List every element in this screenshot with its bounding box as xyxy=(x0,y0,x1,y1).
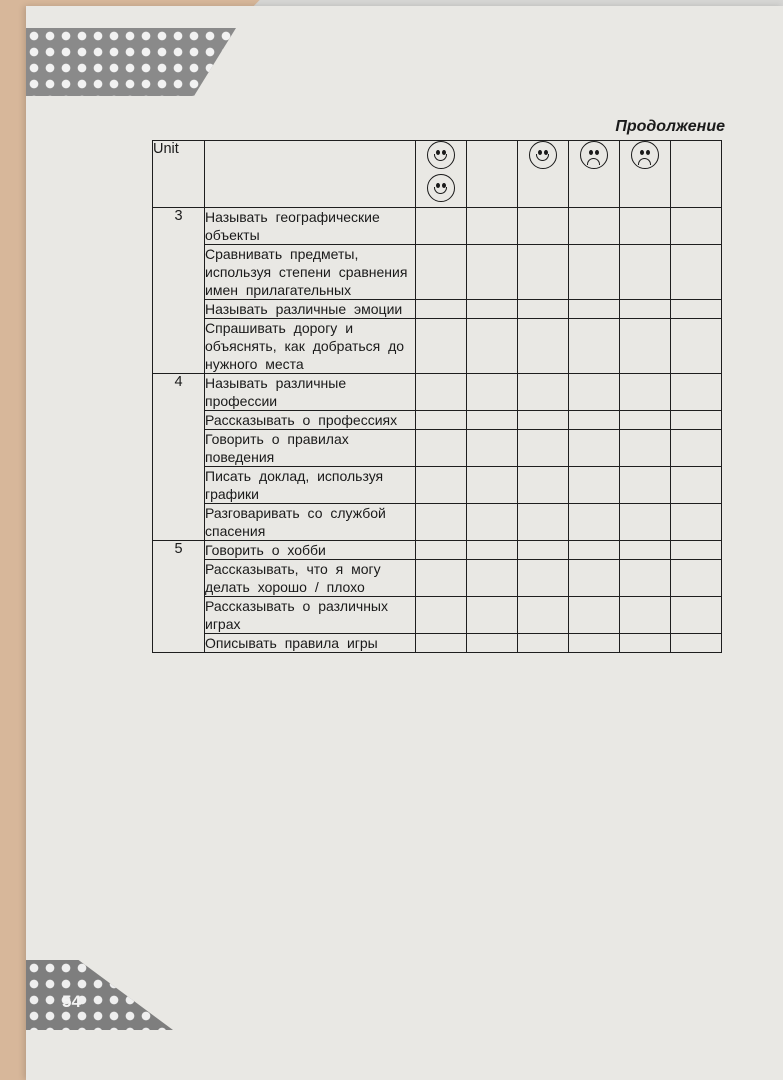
rating-cell[interactable] xyxy=(671,504,722,541)
rating-cell[interactable] xyxy=(467,374,518,411)
table-row xyxy=(153,560,722,597)
rating-cell[interactable] xyxy=(416,504,467,541)
table-row xyxy=(153,411,722,430)
rating-cell[interactable] xyxy=(671,374,722,411)
skill-cell: Рассказывать о профессиях xyxy=(205,411,416,430)
rating-cell[interactable] xyxy=(518,245,569,300)
rating-cell[interactable] xyxy=(416,560,467,597)
double-smile-header xyxy=(416,141,467,208)
rating-cell[interactable] xyxy=(620,374,671,411)
rating-cell[interactable] xyxy=(569,504,620,541)
rating-cell[interactable] xyxy=(671,319,722,374)
rating-cell[interactable] xyxy=(569,634,620,653)
rating-cell[interactable] xyxy=(671,541,722,560)
rating-cell[interactable] xyxy=(416,467,467,504)
rating-cell[interactable] xyxy=(569,411,620,430)
rating-cell[interactable] xyxy=(569,430,620,467)
rating-cell[interactable] xyxy=(671,245,722,300)
sad-header xyxy=(569,141,620,208)
self-assessment-table-wrap xyxy=(152,140,722,653)
rating-cell[interactable] xyxy=(518,300,569,319)
rating-cell[interactable] xyxy=(416,245,467,300)
rating-cell[interactable] xyxy=(671,467,722,504)
rating-cell[interactable] xyxy=(518,467,569,504)
rating-cell[interactable] xyxy=(569,245,620,300)
table-row xyxy=(153,634,722,653)
skill-column-header xyxy=(205,141,416,208)
rating-cell[interactable] xyxy=(518,541,569,560)
rating-cell[interactable] xyxy=(467,208,518,245)
rating-cell[interactable] xyxy=(620,319,671,374)
sad-header-2 xyxy=(620,141,671,208)
sad-icon xyxy=(631,141,659,169)
table-row xyxy=(153,374,722,411)
blank-header-cell xyxy=(671,141,722,208)
skill-cell: Называть различные эмоции xyxy=(205,300,416,319)
smile-header xyxy=(518,141,569,208)
table-row xyxy=(153,467,722,504)
rating-cell[interactable] xyxy=(671,560,722,597)
rating-cell[interactable] xyxy=(620,560,671,597)
rating-cell[interactable] xyxy=(569,597,620,634)
rating-cell[interactable] xyxy=(416,597,467,634)
table-row xyxy=(153,430,722,467)
rating-cell[interactable] xyxy=(467,560,518,597)
table-row xyxy=(153,319,722,374)
skill-cell: Описывать правила игры xyxy=(205,634,416,653)
rating-cell[interactable] xyxy=(416,319,467,374)
unit-number-cell: 5 xyxy=(153,541,205,653)
rating-cell[interactable] xyxy=(620,634,671,653)
rating-cell[interactable] xyxy=(467,430,518,467)
sad-icon xyxy=(580,141,608,169)
skill-cell: Рассказывать, что я могу делать хорошо / плохо xyxy=(205,560,416,597)
unit-column-header: Unit xyxy=(153,141,205,208)
skill-cell: Говорить о правилах поведения xyxy=(205,430,416,467)
rating-cell[interactable] xyxy=(620,467,671,504)
rating-cell[interactable] xyxy=(671,208,722,245)
rating-cell[interactable] xyxy=(671,300,722,319)
rating-cell[interactable] xyxy=(518,319,569,374)
rating-cell[interactable] xyxy=(569,467,620,504)
table-row xyxy=(153,541,722,560)
rating-cell[interactable] xyxy=(620,245,671,300)
rating-cell[interactable] xyxy=(671,634,722,653)
unit-number-cell: 4 xyxy=(153,374,205,541)
rating-cell[interactable] xyxy=(416,374,467,411)
blank-header-cell xyxy=(467,141,518,208)
rating-cell[interactable] xyxy=(467,597,518,634)
rating-cell[interactable] xyxy=(467,504,518,541)
smile-icon xyxy=(529,141,557,169)
rating-cell[interactable] xyxy=(671,597,722,634)
rating-cell[interactable] xyxy=(620,541,671,560)
skill-cell: Называть географические объекты xyxy=(205,208,416,245)
rating-cell[interactable] xyxy=(416,634,467,653)
rating-cell[interactable] xyxy=(518,560,569,597)
rating-cell[interactable] xyxy=(671,430,722,467)
skill-cell: Спрашивать дорогу и объяснять, как добраться до нужного места xyxy=(205,319,416,374)
table-row xyxy=(153,300,722,319)
skill-cell: Рассказывать о различных играх xyxy=(205,597,416,634)
rating-cell[interactable] xyxy=(620,430,671,467)
skill-cell: Писать доклад, используя графики xyxy=(205,467,416,504)
rating-cell[interactable] xyxy=(467,634,518,653)
rating-cell[interactable] xyxy=(518,634,569,653)
rating-cell[interactable] xyxy=(569,560,620,597)
table-row xyxy=(153,245,722,300)
rating-cell[interactable] xyxy=(569,319,620,374)
rating-cell[interactable] xyxy=(518,597,569,634)
rating-cell[interactable] xyxy=(467,541,518,560)
rating-cell[interactable] xyxy=(467,467,518,504)
skill-cell: Разговаривать со службой спасения xyxy=(205,504,416,541)
rating-cell[interactable] xyxy=(467,245,518,300)
rating-cell[interactable] xyxy=(620,411,671,430)
rating-cell[interactable] xyxy=(569,208,620,245)
rating-cell[interactable] xyxy=(620,300,671,319)
rating-cell[interactable] xyxy=(518,374,569,411)
unit-number-cell: 3 xyxy=(153,208,205,374)
self-assessment-table xyxy=(152,140,722,653)
skill-cell: Говорить о хобби xyxy=(205,541,416,560)
rating-cell[interactable] xyxy=(467,411,518,430)
continuation-label: Продолжение xyxy=(615,118,725,135)
smile-icon xyxy=(427,174,455,202)
rating-cell[interactable] xyxy=(416,541,467,560)
skill-cell: Называть различные профессии xyxy=(205,374,416,411)
rating-cell[interactable] xyxy=(518,504,569,541)
table-row xyxy=(153,208,722,245)
rating-cell[interactable] xyxy=(518,411,569,430)
rating-cell[interactable] xyxy=(569,300,620,319)
rating-cell[interactable] xyxy=(416,411,467,430)
table-header-row xyxy=(153,141,722,208)
rating-cell[interactable] xyxy=(620,504,671,541)
rating-cell[interactable] xyxy=(620,597,671,634)
rating-cell[interactable] xyxy=(467,300,518,319)
page-number: 54 xyxy=(62,992,81,1011)
table-row xyxy=(153,504,722,541)
rating-cell[interactable] xyxy=(518,208,569,245)
rating-cell[interactable] xyxy=(416,430,467,467)
smile-icon xyxy=(427,141,455,169)
rating-cell[interactable] xyxy=(569,541,620,560)
rating-cell[interactable] xyxy=(518,430,569,467)
skill-cell: Сравнивать предметы, используя степени сравнения имен прилагательных xyxy=(205,245,416,300)
rating-cell[interactable] xyxy=(416,208,467,245)
rating-cell[interactable] xyxy=(467,319,518,374)
rating-cell[interactable] xyxy=(569,374,620,411)
table-row xyxy=(153,597,722,634)
rating-cell[interactable] xyxy=(416,300,467,319)
rating-cell[interactable] xyxy=(671,411,722,430)
rating-cell[interactable] xyxy=(620,208,671,245)
